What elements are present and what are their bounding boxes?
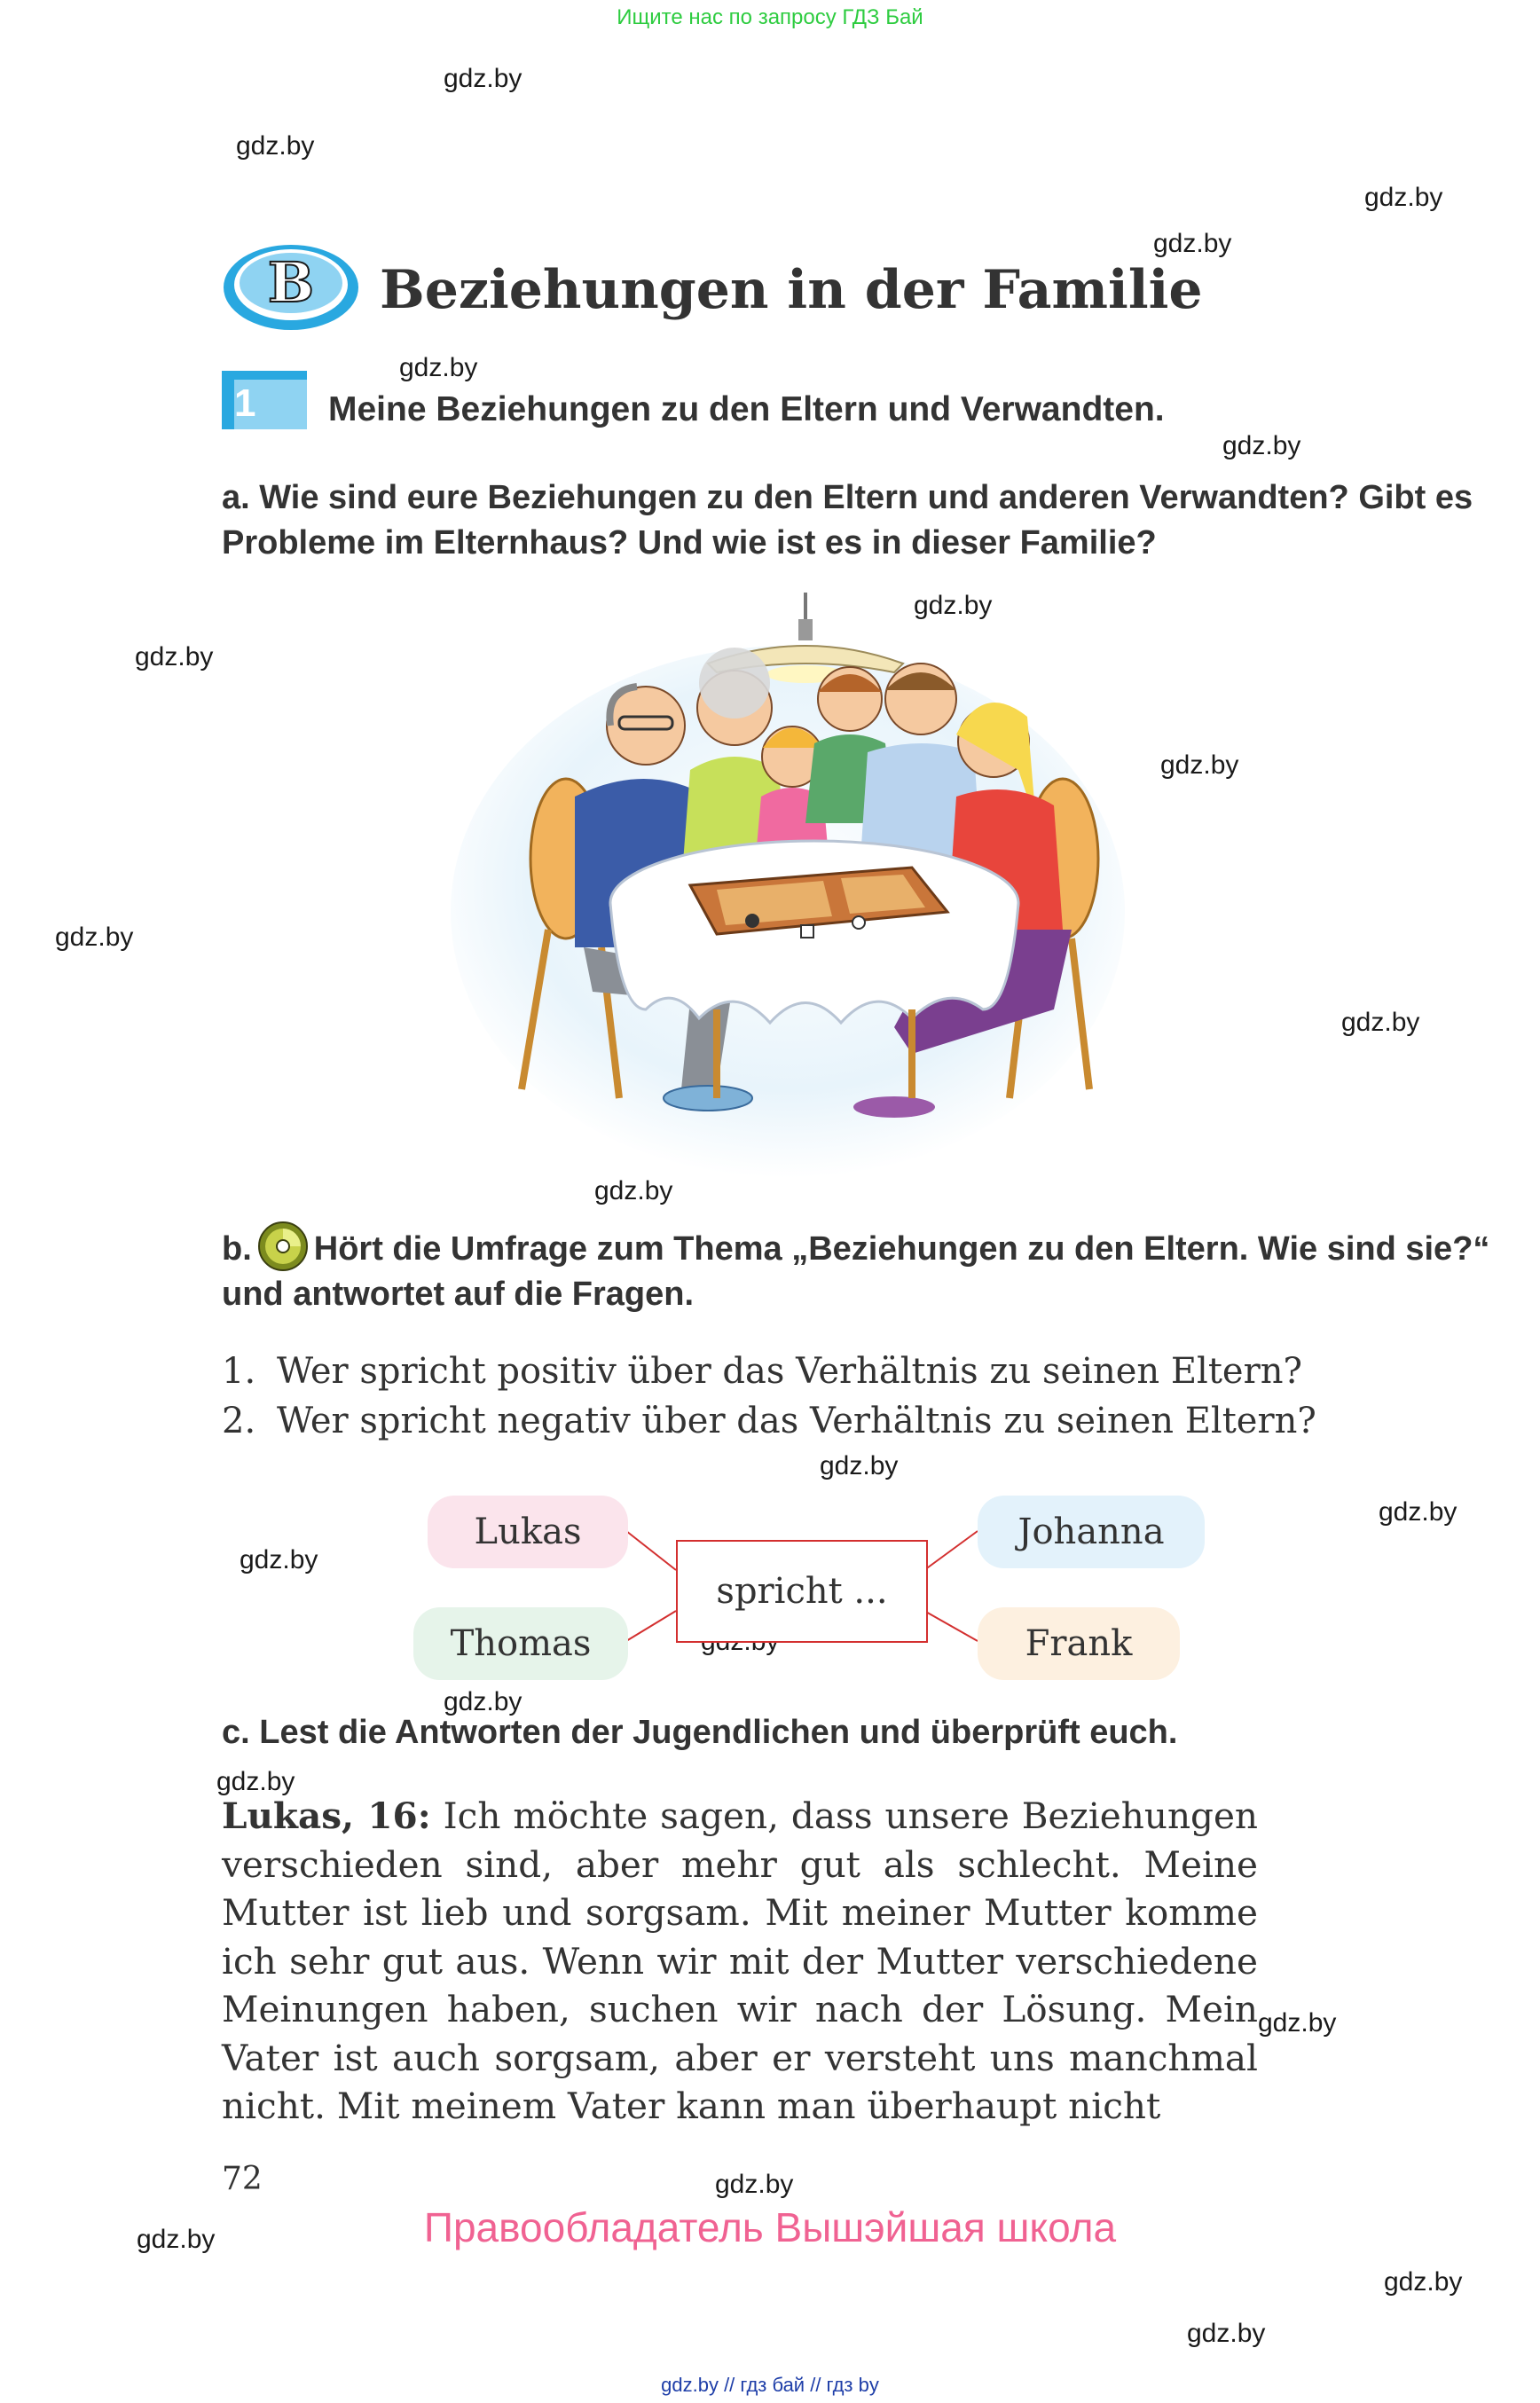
instruction-a: a. Wie sind eure Beziehungen zu den Eltern und anderen Verwandten? Gibt es Probleme im Elternhaus? Und wie ist es in dieser Familie? [222,479,1473,561]
speaker-name: Lukas, 16: [222,1794,431,1837]
family-table-illustration [451,593,1125,1178]
top-search-note: Ищите нас по запросу ГДЗ Бай [617,5,923,29]
speaker-answer: Ich möchte sagen, dass unsere Beziehungen verschieden sind, aber mehr gut als schlecht. Meine Mutter ist lieb und sorgsam. Mit meiner Mutter komme ich sehr gut aus. Wenn wir mit der Mutter verschiedene Meinungen haben, suchen wir nach der Lösung. Mein Vater ist auch sorgsam, aber er versteht uns manchmal nicht. Mit meinem Vater kann man überhaupt nicht [222,1794,1258,2127]
watermark: gdz.by [1341,1008,1420,1037]
grandpa-slipper [664,1086,752,1111]
audio-cd-icon[interactable] [257,1221,309,1272]
watermark: gdz.by [444,64,522,93]
task-title: Meine Beziehungen zu den Eltern und Verwandten. [328,390,1165,428]
watermark: gdz.by [55,923,134,952]
question-list [222,1347,1316,1446]
watermark: gdz.by [1379,1497,1458,1527]
task-number: 1 [234,381,256,425]
watermark: gdz.by [1364,183,1443,212]
lamp-socket [798,619,813,640]
list-item [222,1347,1316,1396]
question-number: 1. [222,1351,256,1392]
watermark: gdz.by [1384,2267,1463,2297]
watermark: gdz.by [1222,431,1301,460]
watermark: gdz.by [914,591,993,620]
page-number: 72 [222,2161,263,2197]
section-letter: B [267,250,315,315]
watermark: gdz.by [1160,750,1239,780]
watermark: gdz.by [715,2170,794,2199]
list-item [222,1396,1316,1446]
watermark: gdz.by [236,131,315,161]
question-text: Wer spricht negativ über das Verhältnis zu seinen Eltern? [277,1401,1316,1441]
watermark: gdz.by [444,1687,522,1716]
question-text: Wer spricht positiv über das Verhältnis zu seinen Eltern? [277,1351,1302,1392]
footer-links[interactable]: gdz.by // гдз бай // гдз by [661,2374,879,2396]
instruction-b-label: b. [222,1230,252,1268]
watermark: gdz.by [1153,229,1232,258]
name-box-johanna: Johanna [978,1496,1205,1568]
instruction-b [222,1221,1499,1317]
watermark: gdz.by [1187,2319,1266,2348]
copyright-notice: Правообладатель Вышэйшая школа [423,2204,1117,2250]
section-badge [220,236,362,334]
watermark: gdz.by [1258,2008,1337,2038]
instruction-b-text: Hört die Umfrage zum Thema „Beziehungen zu den Eltern. Wie sind sie?“ und antwortet auf die Fragen. [222,1230,1490,1313]
name-box-lukas: Lukas [428,1496,628,1568]
watermark: gdz.by [594,1176,673,1205]
name-box-thomas: Thomas [413,1607,628,1680]
mother-slipper [853,1096,935,1118]
watermark: gdz.by [135,642,214,671]
watermark: gdz.by [399,353,478,382]
diagram-center-box: spricht ... [676,1540,928,1643]
question-number: 2. [222,1401,256,1441]
name-box-frank: Frank [978,1607,1180,1680]
instruction-c: c. Lest die Antworten der Jugendlichen und überprüft euch. [222,1714,1178,1751]
reading-text [222,1792,1258,2131]
watermark: gdz.by [240,1545,318,1575]
section-title: Beziehungen in der Familie [380,259,1203,321]
watermark: gdz.by [137,2225,216,2254]
watermark: gdz.by [820,1451,899,1480]
watermark: gdz.by [216,1767,295,1796]
